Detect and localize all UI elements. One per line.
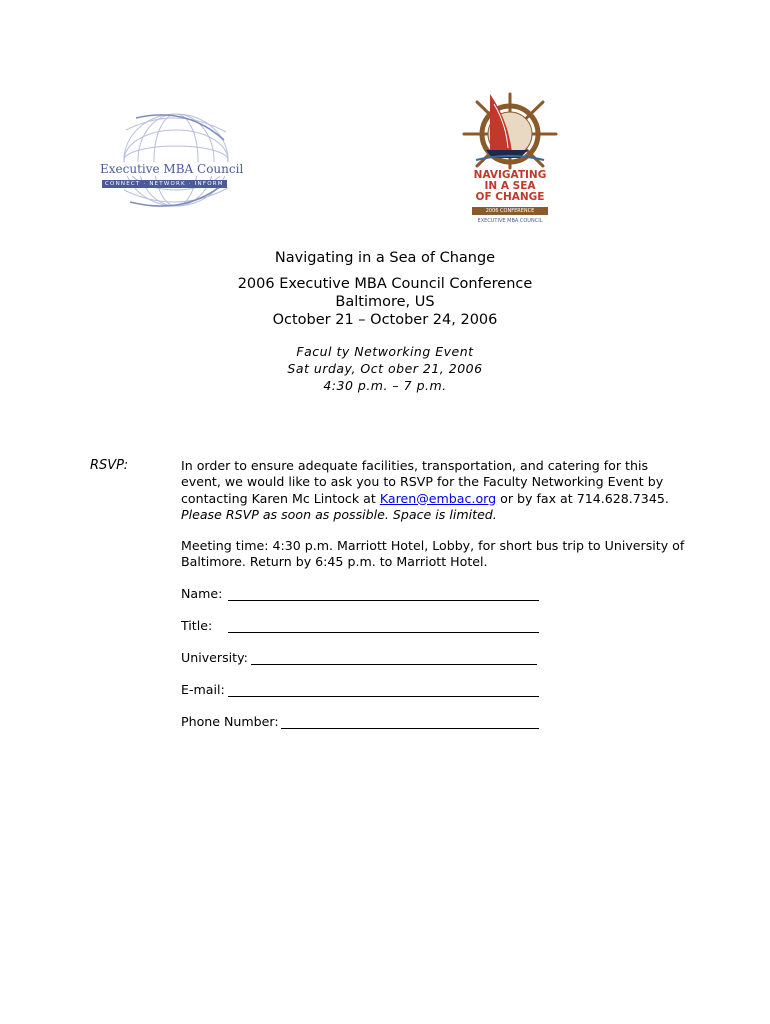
rsvp-email-link[interactable]: Karen@embac.org <box>379 490 497 506</box>
logo-left-name: Executive MBA Council <box>100 162 244 176</box>
executive-mba-council-logo <box>96 110 244 214</box>
name-field[interactable] <box>228 600 539 601</box>
ship-wheel-sail-icon <box>456 90 564 170</box>
event-time: 4:30 p.m. – 7 p.m. <box>323 378 447 393</box>
rsvp-label: RSVP: <box>90 458 129 473</box>
rsvp-fax: or by fax at 714.628.7345. <box>496 490 669 506</box>
logo-right-line2: IN A SEA <box>484 180 536 192</box>
navigating-sea-of-change-logo <box>456 90 564 228</box>
form-row-name <box>181 586 222 601</box>
email-label: E-mail: <box>181 682 225 697</box>
phone-field[interactable] <box>281 728 539 729</box>
logo-right-footer: EXECUTIVE MBA COUNCIL <box>477 218 543 224</box>
logo-right-line1: NAVIGATING <box>473 169 547 181</box>
conference-dates: October 21 – October 24, 2006 <box>272 312 498 328</box>
title-label: Title: <box>181 618 213 633</box>
event-name: Facul ty Networking Event <box>296 344 474 359</box>
conference-location: Baltimore, US <box>335 294 435 310</box>
university-label: University: <box>181 650 248 665</box>
name-label: Name: <box>181 586 223 601</box>
form-row-phone <box>181 714 279 729</box>
email-field[interactable] <box>228 696 539 697</box>
rsvp-emphasis: Please RSVP as soon as possible. Space is limited. <box>181 506 497 522</box>
form-row-university <box>181 650 248 665</box>
rsvp-intro: In order to ensure adequate facilities, transportation, and catering for this event, we would like to ask you to RSVP for the Faculty Networking Event by contacting Karen Mc Lintock at <box>181 458 664 506</box>
phone-label: Phone Number: <box>181 714 279 729</box>
form-row-title <box>181 618 212 633</box>
conference-name: 2006 Executive MBA Council Conference <box>237 276 533 292</box>
university-field[interactable] <box>251 664 537 665</box>
page-title: Navigating in a Sea of Change <box>274 250 496 266</box>
title-field[interactable] <box>228 632 539 633</box>
rsvp-paragraph <box>181 458 691 523</box>
meeting-paragraph: Meeting time: 4:30 p.m. Marriott Hotel, Lobby, for short bus trip to University of Baltimore. Return by 6:45 p.m. to Marriott Hotel. <box>181 538 685 570</box>
logo-right-band: 2006 CONFERENCE <box>472 207 548 215</box>
form-row-email <box>181 682 225 697</box>
logo-right-line3: OF CHANGE <box>475 191 545 203</box>
logo-left-tagline: CONNECT · NETWORK · INFORM <box>102 180 227 188</box>
event-date: Sat urday, Oct ober 21, 2006 <box>287 361 483 376</box>
